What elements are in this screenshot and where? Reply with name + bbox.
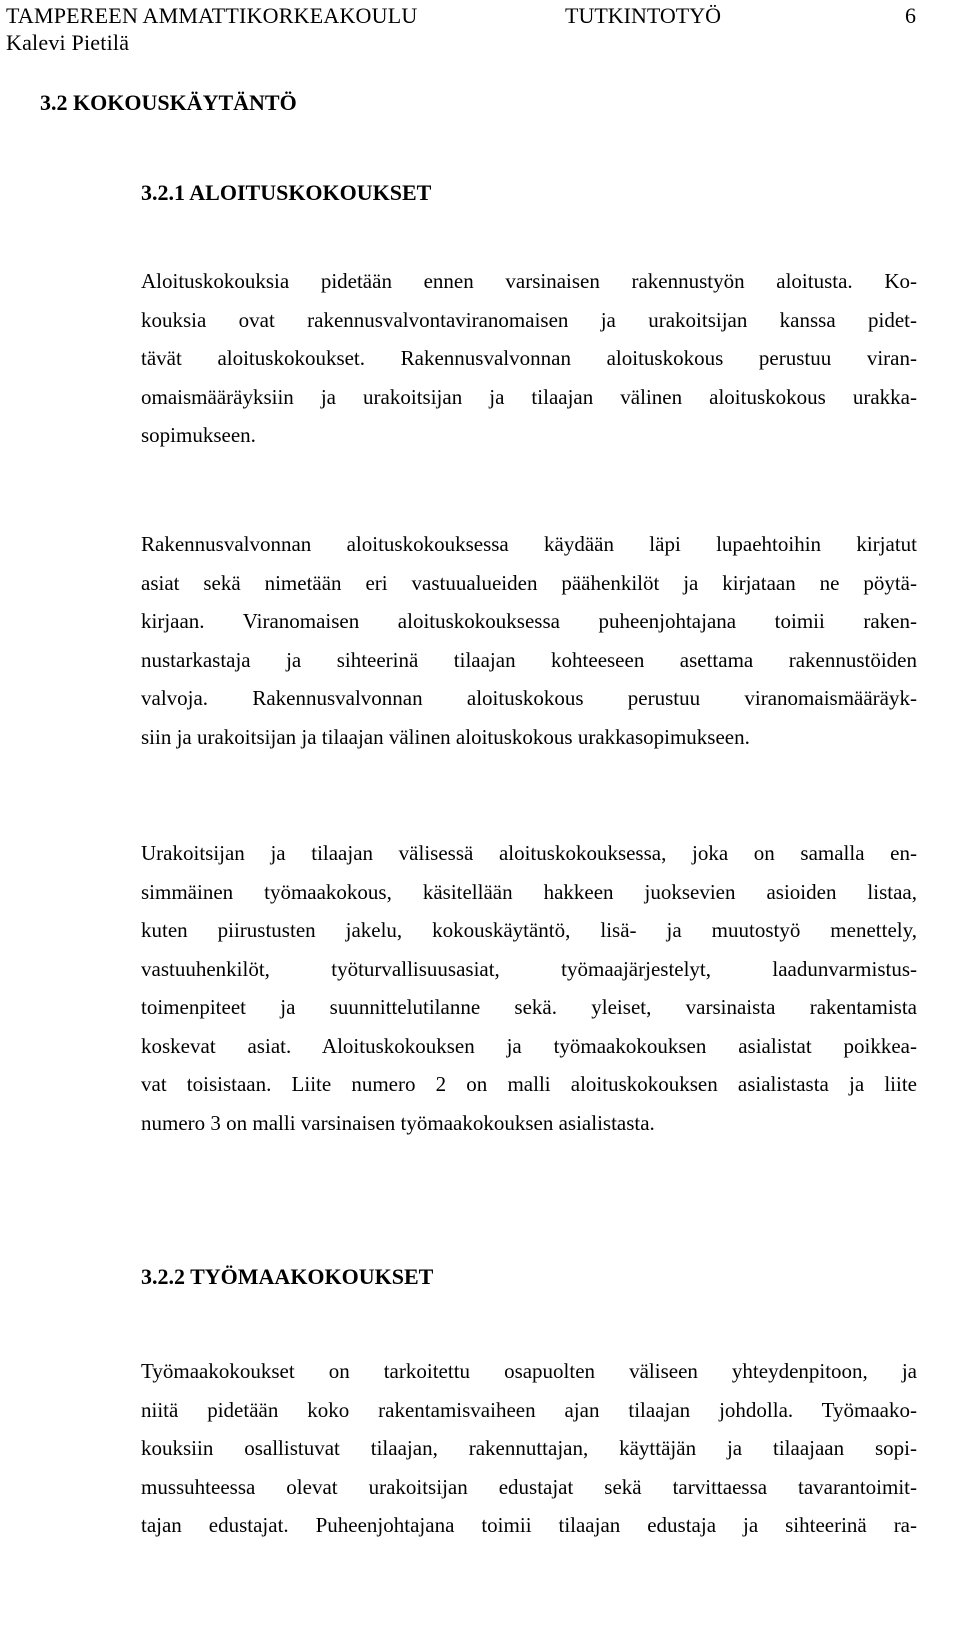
header-institution-block: [6, 2, 417, 56]
subsection-heading-aloituskokoukset: 3.2.1 ALOITUSKOKOUKSET: [141, 180, 432, 205]
text-line: vat toisistaan. Liite numero 2 on malli aloituskokouksen asialistasta ja liite: [141, 1072, 917, 1096]
text-line: simmäinen työmaakokous, käsitellään hakkeen juoksevien asioiden listaa,: [141, 879, 917, 904]
header-doc-type: TUTKINTOTYÖ: [565, 3, 722, 28]
text-line: kouksiin osallistuvat tilaajan, rakennuttajan, käyttäjän ja tilaajaan sopi-: [141, 1436, 917, 1460]
text-line: Urakoitsijan ja tilaajan välisessä aloituskokouksessa, joka on samalla en-: [141, 841, 917, 865]
section-heading: 3.2 KOKOUSKÄYTÄNTÖ: [40, 90, 297, 115]
header-institution: TAMPEREEN AMMATTIKORKEAKOULU: [6, 3, 418, 28]
header-author: Kalevi Pietilä: [6, 30, 130, 55]
text-line: omaismääräyksiin ja urakoitsijan ja tilaajan välinen aloituskokous urakka-: [141, 384, 917, 409]
text-line: nustarkastaja ja sihteerinä tilaajan kohteeseen asettama rakennustöiden: [141, 647, 917, 672]
text-line: vastuuhenkilöt, työturvallisuusasiat, työmaajärjestelyt, laadunvarmistus-: [141, 956, 917, 981]
text-line: kirjaan. Viranomaisen aloituskokouksessa puheenjohtajana toimii raken-: [141, 609, 917, 633]
text-line: tajan edustajat. Puheenjohtajana toimii tilaajan edustaja ja sihteerinä ra-: [141, 1513, 917, 1537]
text-line: toimenpiteet ja suunnittelutilanne sekä. yleiset, varsinaista rakentamista: [141, 995, 917, 1019]
header-page-number: 6: [905, 3, 916, 28]
text-line: sopimukseen.: [141, 423, 256, 447]
subsection-heading-tyomaakokoukset: 3.2.2 TYÖMAAKOKOUKSET: [141, 1264, 434, 1289]
text-line: mussuhteessa olevat urakoitsijan edustajat sekä tarvittaessa tavarantoimit-: [141, 1474, 917, 1499]
text-line: valvoja. Rakennusvalvonnan aloituskokous perustuu viranomaismääräyk-: [141, 686, 917, 710]
text-line: numero 3 on malli varsinaisen työmaakokouksen asialistasta.: [141, 1110, 655, 1135]
paragraph-aloitus-1: [141, 262, 917, 455]
text-line: tävät aloituskokoukset. Rakennusvalvonnan aloituskokous perustuu viran-: [141, 346, 917, 370]
text-line: niitä pidetään koko rakentamisvaiheen ajan tilaajan johdolla. Työmaako-: [141, 1397, 917, 1422]
text-line: asiat sekä nimetään eri vastuualueiden päähenkilöt ja kirjataan ne pöytä-: [141, 570, 917, 595]
text-line: Työmaakokoukset on tarkoitettu osapuolten väliseen yhteydenpitoon, ja: [141, 1359, 917, 1383]
paragraph-tyomaa-1: [141, 1352, 917, 1545]
text-line: koskevat asiat. Aloituskokouksen ja työmaakokouksen asialistat poikkea-: [141, 1033, 917, 1058]
text-line: Rakennusvalvonnan aloituskokouksessa käydään läpi lupaehtoihin kirjatut: [141, 532, 917, 556]
text-line: kouksia ovat rakennusvalvontaviranomaisen ja urakoitsijan kanssa pidet-: [141, 307, 917, 332]
paragraph-aloitus-3: [141, 834, 917, 1142]
text-line: kuten piirustusten jakelu, kokouskäytäntö, lisä- ja muutostyö menettely,: [141, 918, 917, 942]
paragraph-aloitus-2: [141, 525, 917, 756]
text-line: Aloituskokouksia pidetään ennen varsinaisen rakennustyön aloitusta. Ko-: [141, 269, 917, 293]
text-line: siin ja urakoitsijan ja tilaajan välinen aloituskokous urakkasopimukseen.: [141, 724, 750, 749]
